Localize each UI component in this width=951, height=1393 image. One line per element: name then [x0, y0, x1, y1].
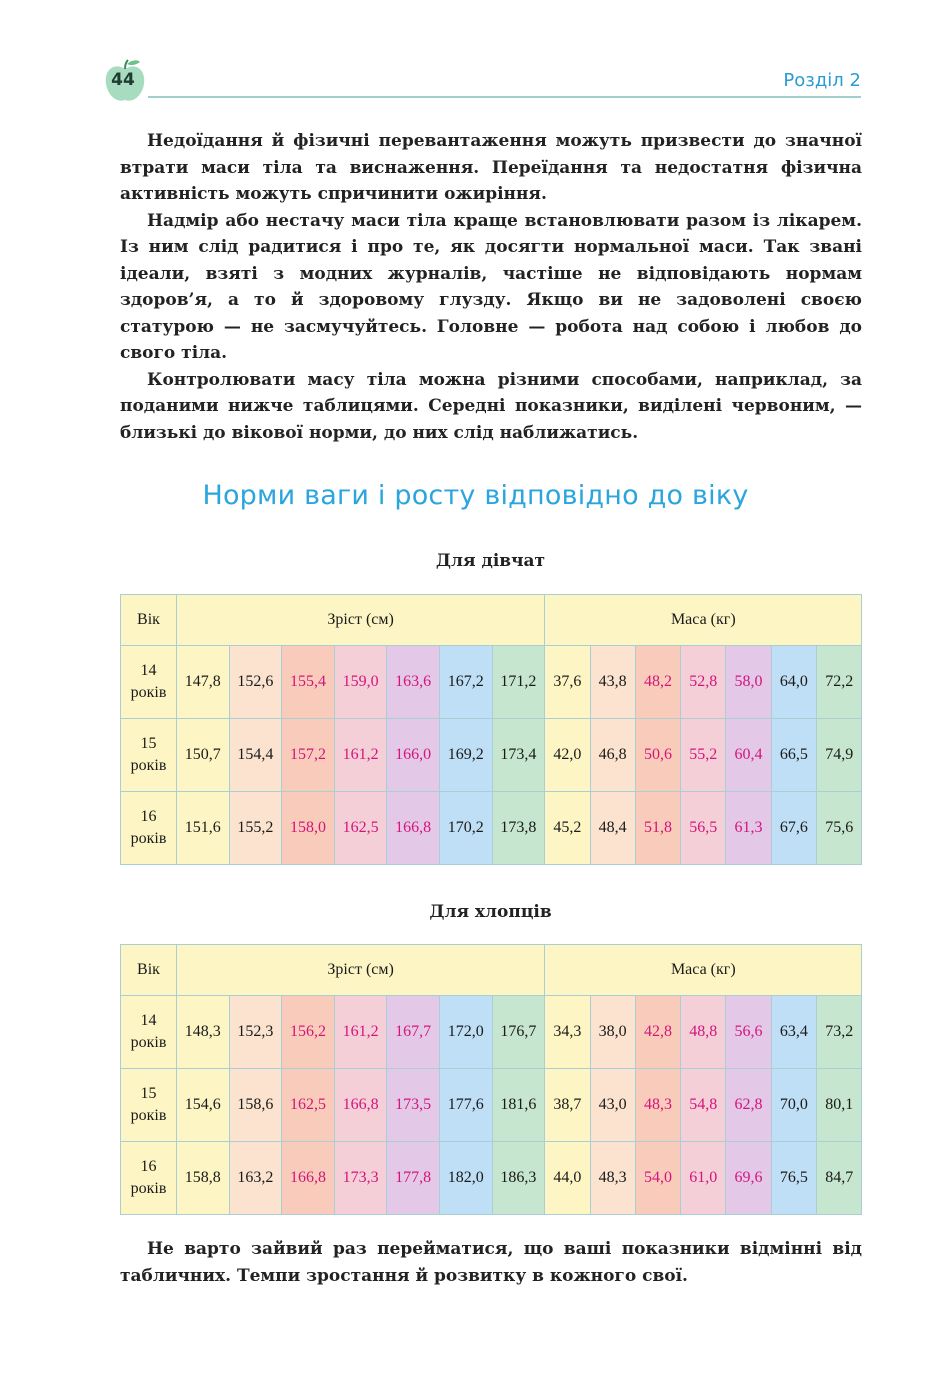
height-cell: 162,5 [334, 792, 387, 865]
mass-cell: 37,6 [545, 646, 590, 719]
girls-table-title: Для дівчат [435, 551, 546, 571]
age-number: 14 [140, 1012, 157, 1029]
boys-norms-table [120, 944, 862, 1215]
height-cell: 148,3 [177, 996, 230, 1069]
mass-cell: 42,8 [635, 996, 680, 1069]
height-cell: 173,3 [334, 1142, 387, 1215]
mass-cell: 55,2 [681, 719, 726, 792]
mass-cell: 61,0 [681, 1142, 726, 1215]
age-cell [121, 719, 177, 792]
height-cell: 170,2 [439, 792, 492, 865]
mass-cell: 84,7 [817, 1142, 862, 1215]
height-cell: 167,7 [387, 996, 440, 1069]
height-cell: 166,8 [282, 1142, 335, 1215]
height-column-header: Зріст (см) [177, 595, 545, 646]
age-word: років [130, 1180, 167, 1197]
mass-cell: 70,0 [771, 1069, 816, 1142]
mass-cell: 66,5 [771, 719, 816, 792]
height-cell: 158,0 [282, 792, 335, 865]
table-row [121, 1142, 862, 1215]
age-word: років [130, 1034, 167, 1051]
mass-cell: 56,5 [681, 792, 726, 865]
mass-cell: 64,0 [771, 646, 816, 719]
height-cell: 177,8 [387, 1142, 440, 1215]
mass-cell: 44,0 [545, 1142, 590, 1215]
table-row [121, 792, 862, 865]
table-row [121, 646, 862, 719]
height-cell: 172,0 [439, 996, 492, 1069]
height-cell: 166,8 [334, 1069, 387, 1142]
mass-cell: 75,6 [817, 792, 862, 865]
height-cell: 156,2 [282, 996, 335, 1069]
age-cell [121, 1142, 177, 1215]
mass-cell: 48,2 [635, 646, 680, 719]
height-cell: 147,8 [177, 646, 230, 719]
paragraph: Не варто зайвий раз перейматися, що ваші показники відмінні від табличних. Темпи зростання й розвитку в кожного свої. [120, 1239, 862, 1286]
closing-text [120, 1236, 862, 1289]
height-cell: 173,8 [492, 792, 545, 865]
age-number: 16 [140, 1158, 157, 1175]
height-cell: 161,2 [334, 719, 387, 792]
page-number: 44 [111, 70, 135, 90]
mass-cell: 63,4 [771, 996, 816, 1069]
age-column-header: Вік [121, 595, 177, 646]
mass-cell: 48,3 [635, 1069, 680, 1142]
height-cell: 167,2 [439, 646, 492, 719]
height-cell: 154,4 [229, 719, 282, 792]
table-row [121, 996, 862, 1069]
height-cell: 169,2 [439, 719, 492, 792]
height-cell: 155,4 [282, 646, 335, 719]
intro-text [120, 128, 862, 446]
mass-cell: 76,5 [771, 1142, 816, 1215]
mass-cell: 38,7 [545, 1069, 590, 1142]
height-cell: 161,2 [334, 996, 387, 1069]
mass-cell: 52,8 [681, 646, 726, 719]
height-cell: 157,2 [282, 719, 335, 792]
mass-cell: 74,9 [817, 719, 862, 792]
mass-cell: 69,6 [726, 1142, 771, 1215]
mass-cell: 43,0 [590, 1069, 635, 1142]
age-word: років [130, 830, 167, 847]
age-number: 15 [140, 1085, 157, 1102]
height-cell: 152,3 [229, 996, 282, 1069]
mass-cell: 58,0 [726, 646, 771, 719]
age-cell [121, 1069, 177, 1142]
height-cell: 162,5 [282, 1069, 335, 1142]
height-cell: 182,0 [439, 1142, 492, 1215]
mass-cell: 61,3 [726, 792, 771, 865]
mass-cell: 46,8 [590, 719, 635, 792]
paragraph: Надмір або нестачу маси тіла краще встановлювати разом із лікарем. Із ним слід радитися і про те, як досягти нормальної маси. Так звані ідеали, взяті з модних журналів, частіше не відповідають нормам здоров’я, а то й здоровому глузду. Якщо ви не задоволені своєю статурою — не засмучуйтесь. Головне — робота над собою і любов до свого тіла. [120, 210, 862, 363]
age-word: років [130, 757, 167, 774]
table-row [121, 1069, 862, 1142]
paragraph: Недоїдання й фізичні перевантаження можуть призвести до значної втрати маси тіла та виснаження. Переїдання та недостатня фізична активність можуть спричинити ожиріння. [120, 131, 862, 204]
mass-cell: 73,2 [817, 996, 862, 1069]
height-cell: 173,4 [492, 719, 545, 792]
height-cell: 158,6 [229, 1069, 282, 1142]
section-heading: Норми ваги і росту відповідно до віку [202, 480, 749, 511]
mass-column-header: Маса (кг) [545, 945, 862, 996]
table-header-row [121, 595, 862, 646]
age-cell [121, 646, 177, 719]
mass-cell: 34,3 [545, 996, 590, 1069]
mass-cell: 50,6 [635, 719, 680, 792]
mass-cell: 48,4 [590, 792, 635, 865]
height-cell: 173,5 [387, 1069, 440, 1142]
mass-cell: 45,2 [545, 792, 590, 865]
mass-cell: 60,4 [726, 719, 771, 792]
height-cell: 166,0 [387, 719, 440, 792]
mass-cell: 54,8 [681, 1069, 726, 1142]
paragraph: Контролювати масу тіла можна різними способами, наприклад, за поданими нижче таблицями. Середні показники, виділені червоним, — близькі до вікової норми, до них слід наближатись. [120, 369, 862, 443]
mass-cell: 54,0 [635, 1142, 680, 1215]
mass-cell: 67,6 [771, 792, 816, 865]
height-cell: 159,0 [334, 646, 387, 719]
height-cell: 155,2 [229, 792, 282, 865]
height-cell: 171,2 [492, 646, 545, 719]
height-cell: 166,8 [387, 792, 440, 865]
age-cell [121, 996, 177, 1069]
mass-cell: 62,8 [726, 1069, 771, 1142]
height-cell: 158,8 [177, 1142, 230, 1215]
mass-cell: 51,8 [635, 792, 680, 865]
age-number: 15 [140, 735, 157, 752]
mass-cell: 48,3 [590, 1142, 635, 1215]
mass-cell: 72,2 [817, 646, 862, 719]
height-cell: 186,3 [492, 1142, 545, 1215]
height-cell: 150,7 [177, 719, 230, 792]
header-rule [148, 96, 861, 98]
mass-cell: 38,0 [590, 996, 635, 1069]
girls-norms-table [120, 594, 862, 865]
age-cell [121, 792, 177, 865]
height-cell: 151,6 [177, 792, 230, 865]
mass-cell: 42,0 [545, 719, 590, 792]
table-row [121, 719, 862, 792]
height-cell: 152,6 [229, 646, 282, 719]
section-label: Розділ 2 [783, 70, 861, 91]
height-cell: 163,6 [387, 646, 440, 719]
height-cell: 176,7 [492, 996, 545, 1069]
mass-cell: 56,6 [726, 996, 771, 1069]
age-number: 14 [140, 662, 157, 679]
mass-cell: 48,8 [681, 996, 726, 1069]
mass-cell: 80,1 [817, 1069, 862, 1142]
table-header-row [121, 945, 862, 996]
height-cell: 163,2 [229, 1142, 282, 1215]
age-number: 16 [140, 808, 157, 825]
height-cell: 154,6 [177, 1069, 230, 1142]
age-word: років [130, 1107, 167, 1124]
age-word: років [130, 684, 167, 701]
mass-cell: 43,8 [590, 646, 635, 719]
height-cell: 177,6 [439, 1069, 492, 1142]
height-column-header: Зріст (см) [177, 945, 545, 996]
mass-column-header: Маса (кг) [545, 595, 862, 646]
age-column-header: Вік [121, 945, 177, 996]
boys-table-title: Для хлопців [429, 902, 552, 922]
height-cell: 181,6 [492, 1069, 545, 1142]
